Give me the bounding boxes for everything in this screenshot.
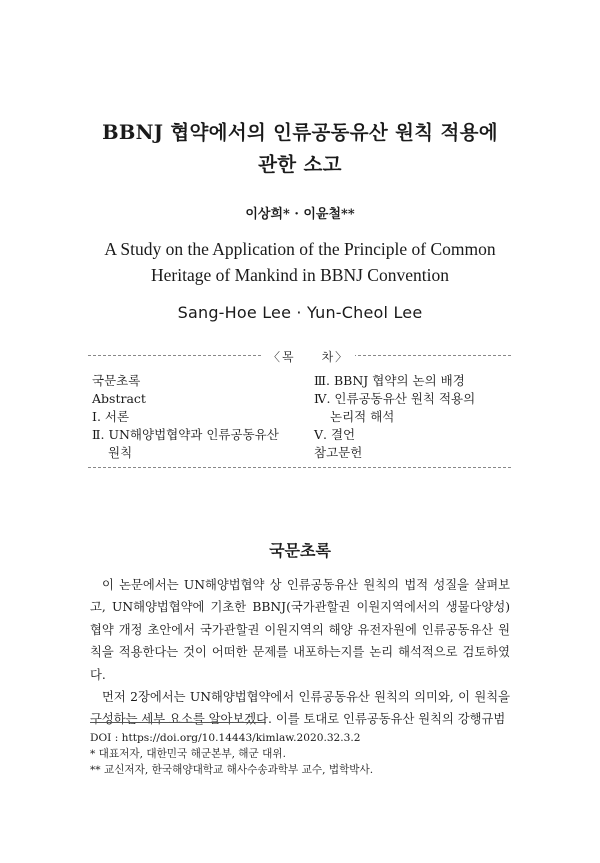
authors-english: Sang-Hoe Lee · Yun-Cheol Lee — [177, 303, 423, 322]
paper-title-english — [0, 236, 600, 288]
footnote-first-author: * 대표저자, 대한민국 해군본부, 해군 대위. — [90, 748, 286, 760]
footnote-corresponding-author: ** 교신저자, 한국해양대학교 해사수송과학부 교수, 법학박사. — [90, 764, 374, 776]
toc-item[interactable]: Ⅳ. 인류공동유산 원칙 적용의 — [314, 391, 476, 406]
section-heading-abstract: 국문초록 — [269, 541, 331, 560]
toc-item[interactable]: 국문초록 — [92, 373, 141, 388]
paper-title-english-line1: A Study on the Application of the Principle of Common — [104, 239, 496, 259]
toc-item[interactable]: Ⅰ. 서론 — [92, 409, 130, 424]
footnote-divider — [90, 722, 266, 723]
toc-heading-close: 차〉 — [321, 350, 350, 364]
table-of-contents-heading — [262, 348, 355, 365]
footnote-doi[interactable]: DOI : https://doi.org/10.14443/kimlaw.2020.32.3.2 — [90, 732, 361, 744]
authors-korean: 이상희* · 이윤철** — [245, 207, 355, 222]
toc-right-column — [314, 372, 475, 462]
toc-item[interactable]: Abstract — [92, 391, 146, 406]
abstract-body — [90, 574, 510, 731]
toc-item-continuation[interactable]: 원칙 — [108, 445, 133, 460]
toc-item[interactable]: Ⅱ. UN해양법협약과 인류공동유산 — [92, 427, 279, 442]
abstract-paragraph: 이 논문에서는 UN해양법협약 상 인류공동유산 원칙의 법적 성질을 살펴보고, UN해양법협약에 기초한 BBNJ(국가관할권 이원지역에서의 생물다양성) 협약 개정 초안에서 국가관할권 이원지역의 해양 유전자원에 인류공동유산 원칙을 적용한다는 것이 어떠한 문제를 내포하는지를 논리 해석적으로 검토하였다. — [90, 578, 510, 682]
toc-heading-open: 〈목 — [268, 350, 296, 364]
abstract-paragraph: 먼저 2장에서는 UN해양법협약에서 인류공동유산 원칙의 의미와, 이 원칙을 구성하는 세부 요소를 알아보겠다. 이를 토대로 인류공동유산 원칙의 강행규범 — [90, 690, 510, 727]
toc-item[interactable]: 참고문헌 — [314, 445, 363, 460]
paper-title-english-line2: Heritage of Mankind in BBNJ Convention — [151, 265, 449, 285]
paper-title-korean-line2: 관한 소고 — [258, 153, 342, 176]
toc-item[interactable]: Ⅲ. BBNJ 협약의 논의 배경 — [314, 373, 465, 388]
paper-title-korean-line1: BBNJ 협약에서의 인류공동유산 원칙 적용에 — [102, 121, 498, 144]
toc-item-continuation[interactable]: 논리적 해석 — [330, 409, 395, 424]
paper-title-korean — [0, 117, 600, 181]
toc-left-column — [92, 372, 279, 462]
footnotes — [90, 730, 373, 778]
toc-item[interactable]: Ⅴ. 결언 — [314, 427, 356, 442]
